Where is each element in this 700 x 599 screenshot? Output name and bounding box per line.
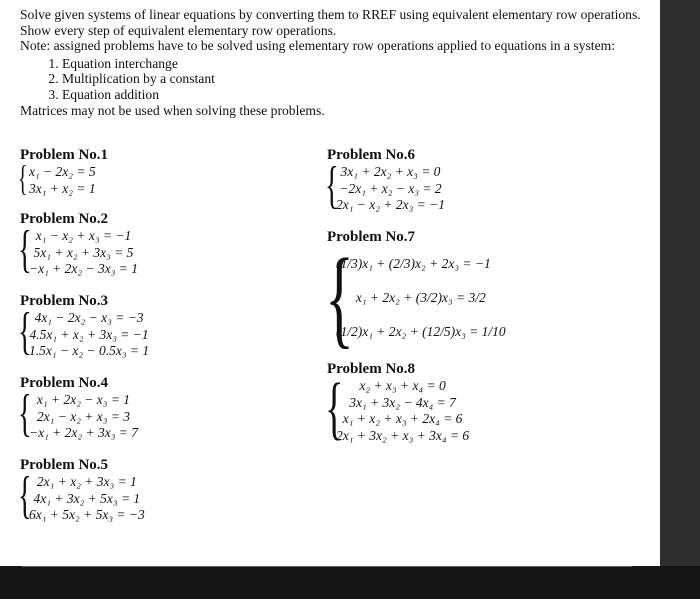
operation-item: 3. Equation addition xyxy=(62,87,650,103)
equation: 1.5x₁ − x₂ − 0.5x₃ = 1 xyxy=(29,343,150,358)
equation: −x₁ + 2x₂ − 3x₃ = 1 xyxy=(29,261,138,276)
equation: 5x₁ + x₂ + 3x₃ = 5 xyxy=(33,244,134,260)
equation: { x₁ + 2x₂ − x₃ = 1 xyxy=(36,392,131,407)
problem-8 xyxy=(327,360,469,444)
equation: −x₁ + 2x₂ + 3x₃ = 7 xyxy=(29,425,138,440)
problem-title: Problem No.8 xyxy=(327,361,416,377)
equation: 6x₁ + 5x₂ + 5x₃ = −3 xyxy=(29,507,145,522)
equation: 4x₁ + 3x₂ + 5x₃ = 1 xyxy=(33,490,141,506)
equation-system xyxy=(327,246,506,342)
problem-title: Problem No.1 xyxy=(20,147,109,163)
problem-2 xyxy=(20,210,138,278)
problem-4 xyxy=(20,374,138,442)
intro-section xyxy=(20,7,650,118)
problem-7 xyxy=(327,228,506,342)
problem-5 xyxy=(20,456,145,524)
problem-6 xyxy=(327,146,445,214)
equation: (1/2)x₁ + 2x₂ + (12/5)x₃ = 1/10 xyxy=(336,324,506,339)
operation-item: 2. Multiplication by a constant xyxy=(62,71,650,87)
note-text: Note: assigned problems have to be solved using elementary row operations applied to equations in a system: xyxy=(20,38,615,54)
instruction-text: Solve given systems of linear equations by converting them to RREF using equivalent elementary row operations. Show every step of equivalent elementary row operations. xyxy=(20,7,641,38)
bottom-background-strip xyxy=(0,566,700,599)
right-background-strip xyxy=(660,0,700,566)
problem-title: Problem No.6 xyxy=(327,147,416,163)
equation-system xyxy=(20,392,138,442)
problem-title: Problem No.2 xyxy=(20,211,109,227)
equation: 4.5x₁ + x₂ + 3x₃ = −1 xyxy=(29,326,149,342)
operation-item: 1. Equation interchange xyxy=(62,56,650,72)
equation: 2x₁ − x₂ + x₃ = 3 xyxy=(36,408,131,424)
equation: 2x₁ − x₂ + 2x₃ = −1 xyxy=(336,197,445,212)
equation: x₁ + x₂ + x₃ + 2x₄ = 6 xyxy=(342,411,463,426)
equation: x₁ + 2x₂ + (3/2)x₃ = 3/2 xyxy=(355,290,486,305)
equation: { x₁ − 2x₂ = 5 xyxy=(29,164,96,179)
equation: { x₂ + x₃ + x₄ = 0 xyxy=(359,378,446,393)
operations-list xyxy=(20,56,650,103)
problem-title: Problem No.7 xyxy=(327,229,416,245)
equation: 3x₁ + x₂ = 1 xyxy=(29,180,96,196)
problem-3 xyxy=(20,292,149,360)
equation-system xyxy=(327,378,469,444)
equation: { 3x₁ + 2x₂ + x₃ = 0 xyxy=(340,164,441,179)
problem-title: Problem No.5 xyxy=(20,457,109,473)
equation: { 4x₁ − 2x₂ − x₃ = −3 xyxy=(34,310,144,325)
equation-system xyxy=(20,474,145,524)
equation: −2x₁ + x₂ − x₃ = 2 xyxy=(339,180,442,196)
problem-title: Problem No.4 xyxy=(20,375,109,391)
equation-system xyxy=(20,228,138,278)
divider xyxy=(22,566,632,567)
equation: 3x₁ + 3x₂ − 4x₄ = 7 xyxy=(349,394,456,410)
equation: { (1/3)x₁ + (2/3)x₂ + 2x₃ = −1 xyxy=(336,256,491,271)
equation: 2x₁ + 3x₂ + x₃ + 3x₄ = 6 xyxy=(336,427,470,443)
equation-system xyxy=(327,164,445,214)
problem-title: Problem No.3 xyxy=(20,293,109,309)
problem-1 xyxy=(20,146,108,197)
equation: { 2x₁ + x₂ + 3x₃ = 1 xyxy=(36,474,137,489)
equation-system xyxy=(20,310,149,360)
restriction-text: Matrices may not be used when solving these problems. xyxy=(20,102,325,118)
equation-system xyxy=(20,164,108,197)
equation: { x₁ − x₂ + x₃ = −1 xyxy=(35,228,132,243)
